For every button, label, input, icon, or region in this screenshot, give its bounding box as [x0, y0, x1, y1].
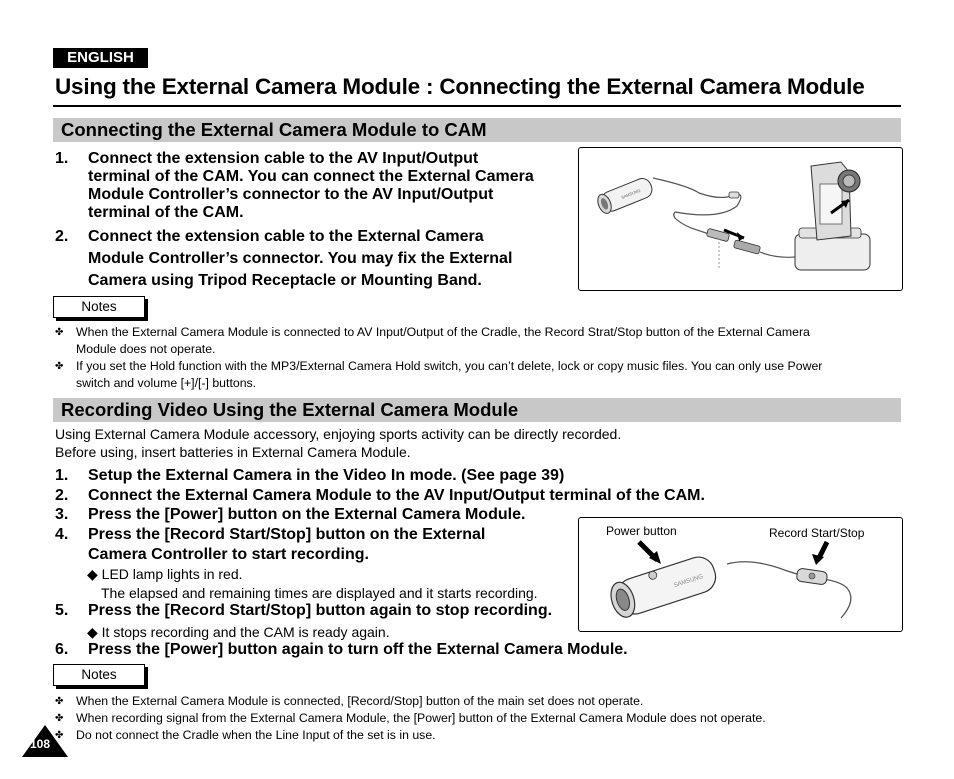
- step-line: Camera using Tripod Receptacle or Mounting Band.: [88, 272, 482, 289]
- external-camera-buttons-figure: [578, 517, 903, 632]
- step-line: Press the [Power] button again to turn off the External Camera Module.: [88, 641, 628, 658]
- camera-brand-text: SAMSUNG: [673, 573, 704, 590]
- step4-detail: The elapsed and remaining times are displayed and it starts recording.: [101, 585, 538, 601]
- external-camera-icon: [607, 553, 720, 620]
- cradle-connection-figure: [578, 147, 903, 291]
- record-start-stop-label: Record Start/Stop: [769, 526, 865, 540]
- section2-step-2: 2. Connect the External Camera Module to the AV Input/Output terminal of the CAM.: [55, 487, 705, 504]
- section2-step-6: 6. Press the [Power] button again to turn off the External Camera Module.: [55, 641, 628, 658]
- section2-step-1: 1. Setup the External Camera in the Video In mode. (See page 39): [55, 467, 565, 484]
- step-line: Press the [Record Start/Stop] button again to stop recording.: [88, 602, 553, 619]
- note-line: If you set the Hold function with the MP3/External Camera Hold switch, you can’t delete, lock or copy music files. You can only use Power: [76, 359, 823, 373]
- step4-detail: ◆ LED lamp lights in red.: [87, 566, 243, 582]
- camera-brand-text: SAMSUNG: [620, 187, 642, 200]
- title-divider: [53, 105, 901, 107]
- step-line: Connect the extension cable to the External Camera: [88, 228, 484, 245]
- note-item: [55, 324, 900, 358]
- step-line: Press the [Power] button on the External Camera Module.: [88, 506, 526, 523]
- section2-title: Recording Video Using the External Camera Module: [61, 399, 519, 420]
- step-line: Connect the extension cable to the AV Input/Output: [88, 150, 479, 167]
- step-line: Press the [Record Start/Stop] button on the External: [88, 526, 486, 543]
- step-line: Setup the External Camera in the Video In mode. (See page 39): [88, 467, 565, 484]
- notes-label: Notes: [53, 296, 145, 318]
- note-line: When the External Camera Module is connected, [Record/Stop] button of the main set does not operate.: [76, 694, 644, 708]
- note-line: Module does not operate.: [76, 342, 216, 356]
- step-line: Connect the External Camera Module to the AV Input/Output terminal of the CAM.: [88, 487, 705, 504]
- step-number: 2.: [55, 228, 69, 245]
- external-camera-icon: [595, 176, 654, 216]
- step5-detail: ◆ It stops recording and the CAM is ready again.: [87, 624, 390, 640]
- page-title: Using the External Camera Module : Connecting the External Camera Module: [55, 74, 865, 99]
- language-tab: ENGLISH: [53, 48, 148, 68]
- note-bullet-icon: ✤: [55, 361, 64, 372]
- page-number: 108: [30, 737, 51, 751]
- note-bullet-icon: ✤: [55, 696, 64, 707]
- note-line: Do not connect the Cradle when the Line Input of the set is in use.: [76, 728, 436, 742]
- intro-line: Before using, insert batteries in External Camera Module.: [55, 444, 411, 460]
- step-line: Module Controller’s connector to the AV Input/Output: [88, 186, 494, 203]
- step-line: terminal of the CAM. You can connect the External Camera: [88, 168, 534, 185]
- notes-label: Notes: [53, 664, 145, 686]
- cradle-connection-illustration: [579, 148, 902, 290]
- note-line: When recording signal from the External Camera Module, the [Power] button of the External Camera Module does not operate.: [76, 711, 766, 725]
- power-button-label: Power button: [606, 524, 677, 538]
- section2-step-3: 3. Press the [Power] button on the External Camera Module.: [55, 506, 526, 523]
- section2-step-4: 4. Press the [Record Start/Stop] button on the External Camera Controller to start recording.: [55, 526, 486, 563]
- section1-step-2: [55, 226, 565, 292]
- section1-step-1: [55, 150, 565, 222]
- note-bullet-icon: ✤: [55, 730, 64, 741]
- step-line: Module Controller’s connector. You may fix the External: [88, 250, 513, 267]
- step-line: terminal of the CAM.: [88, 204, 244, 221]
- step-number: 1.: [55, 150, 69, 167]
- note-bullet-icon: ✤: [55, 327, 64, 338]
- note-line: switch and volume [+]/[-] buttons.: [76, 376, 257, 390]
- section1-title: Connecting the External Camera Module to CAM: [61, 119, 487, 140]
- note-item: [55, 358, 900, 392]
- intro-line: Using External Camera Module accessory, enjoying sports activity can be directly recorded.: [55, 426, 622, 442]
- section2-step-5: 5. Press the [Record Start/Stop] button again to stop recording.: [55, 602, 553, 619]
- note-bullet-icon: ✤: [55, 713, 64, 724]
- note-line: When the External Camera Module is connected to AV Input/Output of the Cradle, the Record Strat/Stop button of the External Camera: [76, 325, 810, 339]
- step-line: Camera Controller to start recording.: [88, 546, 369, 563]
